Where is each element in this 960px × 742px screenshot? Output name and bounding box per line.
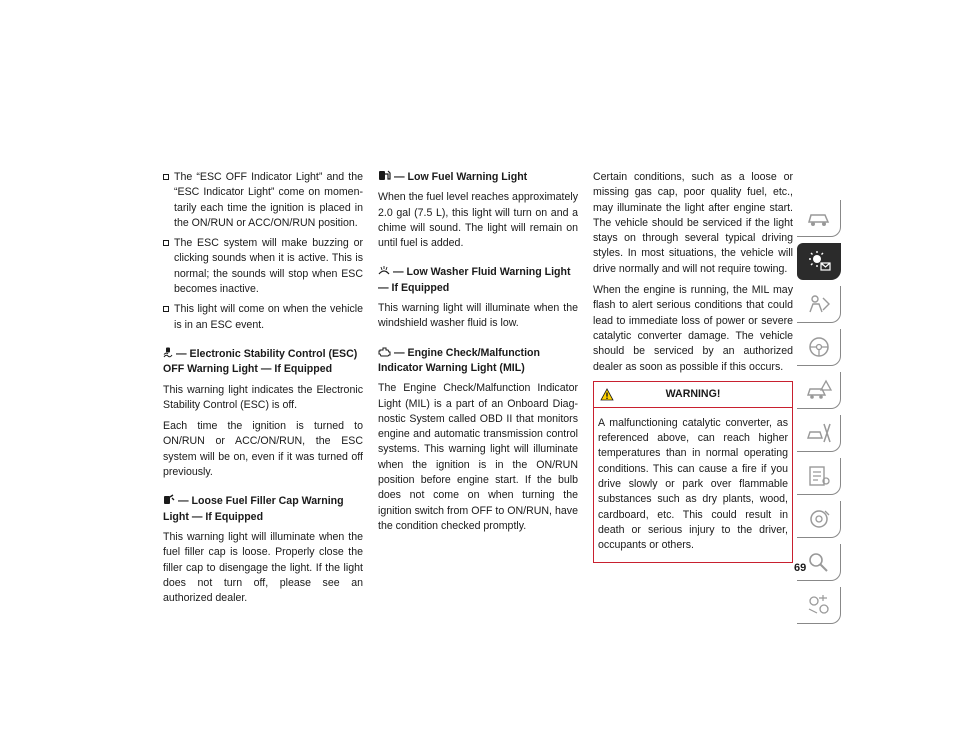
tab-language[interactable]	[797, 587, 841, 624]
esc-off-paragraph-2: Each time the ignition is turned to ON/RUN or ACC/ON/RUN, the ESC system will be on, even if it was turned off previously.	[163, 420, 363, 479]
bullet-item: This light will come on when the vehicle is in an ESC event.	[163, 302, 363, 333]
warning-lights-icon	[805, 249, 833, 273]
steering-wheel-icon	[805, 335, 833, 359]
bullet-box-icon	[163, 174, 169, 180]
tab-multimedia[interactable]	[797, 501, 841, 538]
specs-icon	[805, 464, 833, 488]
mil-paragraph: The Engine Check/Malfunction Indicator Light (MIL) is a part of an Onboard Diag-nostic System called OBD II that monitors engine and automatic transmission control systems. This warning light will illuminate when the ignition is in the ON/RUN position before engine start. If the bulb does not come on when turning the ignition switch from OFF to ON/RUN, have the condition checked promptly.	[378, 382, 578, 532]
column-1	[163, 170, 363, 612]
tab-in-case-of-emergency[interactable]	[797, 372, 841, 409]
page-number: 69	[794, 562, 807, 574]
fuel-cap-paragraph: This warning light will illuminate when the fuel filler cap is loose. Properly close the filler cap to disengage the light. If the light does not turn off, please see an authorized dealer.	[163, 530, 363, 605]
tab-getting-to-know-vehicle[interactable]	[797, 200, 841, 237]
low-fuel-heading: — Low Fuel Warning Light	[378, 170, 578, 185]
fuel-cap-heading: — Loose Fuel Filler Cap Warning Light — If Equipped	[163, 495, 344, 523]
low-fuel-paragraph: When the fuel level reaches approximately 2.0 gal (7.5 L), this light will turn on and a chime will sound. The light will remain on until fuel is added.	[378, 191, 578, 250]
warning-triangle-icon	[600, 388, 614, 401]
tab-starting-operating[interactable]	[797, 329, 841, 366]
warning-title: WARNING!	[665, 387, 721, 400]
column-2	[378, 170, 578, 540]
warning-text: A malfunctioning catalytic converter, as referenced above, can reach higher temperatures than in normal operating conditions. This can cause a fire if you drive slowly or park over flammable substances such as dry plants, wood, cardboard, etc. This could result in death or serious injury to the driver, occupants or others.	[598, 416, 788, 552]
fuel-pump-icon	[378, 170, 391, 181]
safety-icon	[805, 292, 833, 316]
engine-check-icon	[378, 347, 391, 357]
bullet-item: The ESC system will make buzzing or clicking sounds when it is active. This is normal; the sounds will stop when ESC becomes inactive.	[163, 236, 363, 297]
mil-flash-paragraph: When the engine is running, the MIL may flash to alert serious conditions that could lead to immediate loss of power or severe catalytic converter damage. The vehicle should be serviced by an authorized dealer as soon as possible if this occurs.	[593, 284, 793, 373]
service-icon	[805, 421, 833, 445]
bullet-box-icon	[163, 240, 169, 246]
car-icon	[805, 206, 833, 230]
tab-safety[interactable]	[797, 286, 841, 323]
fuel-cap-icon	[163, 494, 175, 505]
warning-box	[593, 381, 793, 563]
tab-technical-specifications[interactable]	[797, 458, 841, 495]
bullet-box-icon	[163, 306, 169, 312]
mil-conditions-paragraph: Certain conditions, such as a loose or missing gas cap, poor quality fuel, etc., may illuminate the light after engine start. The vehicle should be serviced if the light stays on through several typical driving styles. In most situations, the vehicle will drive normally and will not require towing.	[593, 171, 793, 275]
language-icon	[805, 593, 833, 617]
multimedia-icon	[805, 507, 833, 531]
esc-off-heading: — Electronic Stability Control (ESC) OFF Warning Light — If Equipped	[163, 347, 358, 376]
washer-fluid-paragraph: This warning light will illuminate when the windshield washer fluid is low.	[378, 302, 578, 330]
emergency-icon	[805, 378, 833, 402]
search-icon	[805, 550, 833, 574]
tab-servicing-maintenance[interactable]	[797, 415, 841, 452]
warning-header	[594, 382, 792, 408]
washer-fluid-heading: — Low Washer Fluid Warning Light — If Equipped	[378, 266, 571, 294]
mil-heading: — Engine Check/Malfunction Indicator Warning Light (MIL)	[378, 346, 540, 374]
esc-off-icon	[163, 347, 173, 358]
warning-body	[594, 408, 792, 562]
bullet-item: The “ESC OFF Indicator Light” and the “ESC Indicator Light” come on momen-tarily each time the ignition is placed in the ON/RUN or ACC/ON/RUN position.	[163, 170, 363, 231]
column-3	[593, 170, 793, 563]
esc-off-paragraph-1: This warning light indicates the Electronic Stability Control (ESC) is off.	[163, 383, 363, 411]
washer-fluid-icon	[378, 266, 390, 276]
tab-instrument-panel[interactable]	[797, 243, 841, 280]
